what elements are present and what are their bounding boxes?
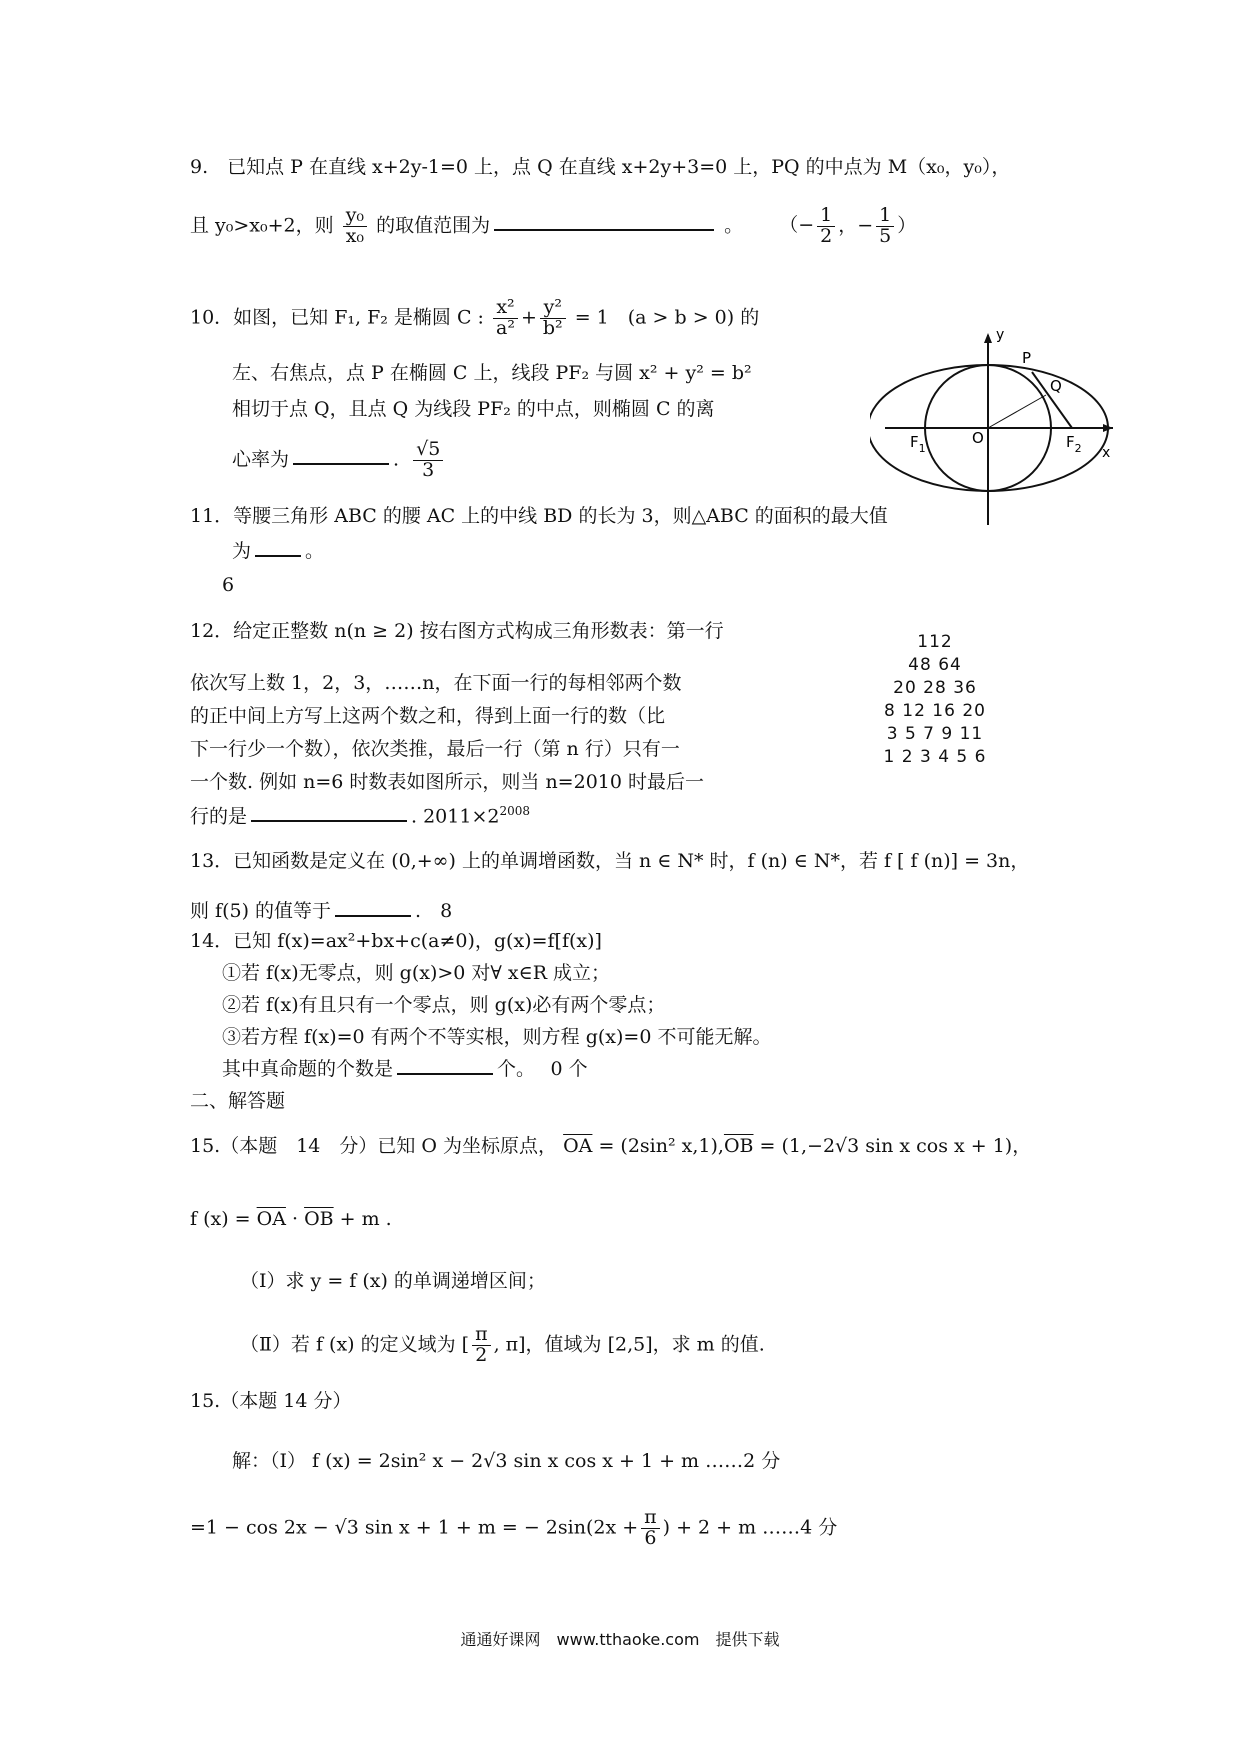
triangle-row-5: 3 5 7 9 11 xyxy=(886,724,984,744)
y-axis-arrow xyxy=(984,333,992,343)
segment-oq xyxy=(988,395,1046,428)
q13-line2-pre: 则 f(5) 的值等于 xyxy=(190,900,332,922)
q9-answer-mid: ，− xyxy=(838,214,874,237)
q12-line6 xyxy=(190,804,530,828)
q15-line2 xyxy=(190,1208,392,1231)
triangle-row-1: 112 xyxy=(917,632,953,652)
q15-part2-post: , π]，值域为 [2,5]，求 m 的值. xyxy=(493,1333,765,1356)
q10-plus: + xyxy=(520,306,537,329)
label-f2-letter: F xyxy=(1066,433,1075,451)
q15-part1: （Ⅰ）求 y = f (x) 的单调递增区间； xyxy=(240,1270,546,1292)
q9-frac-num: y₀ xyxy=(343,206,367,227)
q15-line2-pre: f (x) = xyxy=(190,1208,257,1230)
q12-line2: 依次写上数 1，2，3，……n，在下面一行的每相邻两个数 xyxy=(190,672,682,694)
q11-line2-post: 。 xyxy=(305,540,325,562)
q14-line5-pre: 其中真命题的个数是 xyxy=(222,1058,394,1080)
q15-line2-dot: · xyxy=(285,1208,305,1230)
sol15-line1: 解：（Ⅰ） f (x) = 2sin² x − 2√3 sin x cos x + 1 + m ……2 分 xyxy=(232,1450,781,1472)
sol15-frac-num: π xyxy=(641,1508,660,1529)
section-heading: 二、解答题 xyxy=(190,1090,286,1112)
q15-line1-text: 15.（本题 14 分）已知 O 为坐标原点， xyxy=(190,1135,558,1157)
q12-line6-post: . 2011×2 xyxy=(411,805,500,828)
q12-answer-blank xyxy=(251,819,407,822)
q11-line1: 11．等腰三角形 ABC 的腰 AC 上的中线 BD 的长为 3，则△ABC 的面积的最大值 xyxy=(190,505,888,527)
q15-oa-value: = (2sin² x,1), xyxy=(592,1135,724,1157)
q10-ans-num: √5 xyxy=(413,440,443,461)
sol15-line2-post: ) + 2 + m ……4 分 xyxy=(662,1516,838,1539)
q10-line3: 相切于点 Q，且点 Q 为线段 PF₂ 的中点，则椭圆 C 的离 xyxy=(232,398,715,420)
q10-f2-num: y² xyxy=(540,298,566,319)
q9-ans-den2: 5 xyxy=(879,224,892,247)
q9-fraction xyxy=(343,206,367,247)
q12-line6-sup: 2008 xyxy=(499,804,531,818)
ellipse-figure xyxy=(870,325,1120,535)
q9-end: 。 xyxy=(724,214,744,237)
q14-line5 xyxy=(222,1058,588,1081)
q14-line5-post: 个。 0 个 xyxy=(497,1058,588,1080)
label-f2-sub: 2 xyxy=(1074,442,1082,455)
q10-answer-blank xyxy=(293,462,389,465)
q10-line4-dot: . xyxy=(393,448,400,471)
q9-answer-frac2 xyxy=(876,206,894,247)
label-y: y xyxy=(996,327,1005,343)
q9-line1: 9. 已知点 P 在直线 x+2y-1=0 上，点 Q 在直线 x+2y+3=0 上，PQ 的中点为 M（x₀，y₀）， xyxy=(190,156,1011,178)
q11-line2-pre: 为 xyxy=(232,540,252,562)
q10-f1-den: a² xyxy=(496,316,515,339)
label-f1-sub: 1 xyxy=(918,442,926,455)
label-f1 xyxy=(910,433,926,455)
q9-post: 的取值范围为 xyxy=(376,214,491,237)
q13-line1: 13．已知函数是定义在 (0,+∞) 上的单调增函数，当 n ∈ N* 时，f (n) ∈ N*，若 f [ f (n)] = 3n， xyxy=(190,850,1030,872)
q15-line2-post: + m . xyxy=(333,1208,392,1230)
q10-ans-den: 3 xyxy=(422,458,435,481)
q14-item1: ①若 f(x)无零点，则 g(x)>0 对∀ x∈R 成立； xyxy=(222,962,611,984)
q10-line1 xyxy=(190,298,759,339)
q11-line2 xyxy=(232,540,324,563)
q10-line1-post: = 1 (a > b > 0) 的 xyxy=(574,306,760,329)
q12-line5: 一个数. 例如 n=6 时数表如图所示，则当 n=2010 时最后一 xyxy=(190,771,704,793)
q9-ans-num2: 1 xyxy=(876,206,894,227)
q15-line2-oa: $\overline{OA}$ xyxy=(256,1208,286,1230)
q12-line6-pre: 行的是 xyxy=(190,805,248,828)
q9-frac-den: x₀ xyxy=(345,224,365,247)
q15-pi-den: 2 xyxy=(475,1343,488,1366)
q11-answer: 6 xyxy=(222,574,235,596)
label-p: P xyxy=(1022,349,1032,367)
label-f1-letter: F xyxy=(910,433,919,451)
q15-pi-frac xyxy=(472,1325,491,1366)
label-f2 xyxy=(1066,433,1082,455)
q14-line1: 14．已知 f(x)=ax²+bx+c(a≠0)，g(x)=f[f(x)] xyxy=(190,930,602,952)
q13-line2 xyxy=(190,900,452,923)
q15-ob-value: = (1,−2√3 sin x cos x + 1)， xyxy=(753,1135,1032,1157)
footer: 通通好课网 www.tthaoke.com 提供下载 xyxy=(460,1630,780,1649)
q14-answer-blank xyxy=(397,1072,493,1075)
q10-f2-den: b² xyxy=(542,316,563,339)
q10-line4-pre: 心率为 xyxy=(232,448,290,471)
q10-line2: 左、右焦点，点 P 在椭圆 C 上，线段 PF₂ 与圆 x² + y² = b² xyxy=(232,362,752,384)
triangle-row-3: 20 28 36 xyxy=(893,678,977,698)
q15-vector-ob: $\overline{OB}$ xyxy=(723,1135,754,1157)
label-x: x xyxy=(1102,445,1111,461)
q12-line3: 的正中间上方写上这两个数之和，得到上面一行的数（比 xyxy=(190,705,666,727)
q14-item3: ③若方程 f(x)=0 有两个不等实根，则方程 g(x)=0 不可能无解。 xyxy=(222,1026,772,1048)
q9-answer-open: （− xyxy=(779,214,815,237)
q9-answer-close: ） xyxy=(897,214,917,237)
sol15-head: 15.（本题 14 分） xyxy=(190,1390,352,1412)
q15-pi-num: π xyxy=(472,1325,491,1346)
q12-line1: 12．给定正整数 n(n ≥ 2) 按右图方式构成三角形数表：第一行 xyxy=(190,620,724,642)
q10-frac-x xyxy=(493,298,518,339)
q9-line2 xyxy=(190,206,916,247)
q10-frac-y xyxy=(540,298,566,339)
q10-answer-frac xyxy=(413,440,443,481)
q9-answer-frac1 xyxy=(817,206,835,247)
sol15-line2 xyxy=(190,1508,837,1549)
sol15-frac-den: 6 xyxy=(644,1526,657,1549)
q9-ans-num1: 1 xyxy=(817,206,835,227)
q11-answer-blank xyxy=(255,554,301,557)
q10-line4 xyxy=(232,440,446,481)
label-o: O xyxy=(972,429,984,447)
sol15-pi-frac xyxy=(641,1508,660,1549)
q14-item2: ②若 f(x)有且只有一个零点，则 g(x)必有两个零点； xyxy=(222,994,666,1016)
q15-part2 xyxy=(240,1325,765,1366)
q10-line1-pre: 10．如图，已知 F₁, F₂ 是椭圆 C : xyxy=(190,306,484,329)
triangle-row-2: 48 64 xyxy=(908,655,962,675)
q13-answer-blank xyxy=(335,914,411,917)
label-q: Q xyxy=(1050,377,1062,395)
q13-line2-post: . 8 xyxy=(415,900,453,922)
q15-line1 xyxy=(190,1135,1031,1158)
q9-answer-blank xyxy=(494,228,714,231)
q15-vector-oa: $\overline{OA}$ xyxy=(563,1135,593,1157)
q15-part2-pre: （Ⅱ）若 f (x) 的定义域为 [ xyxy=(240,1333,470,1356)
q9-pre: 且 y₀>x₀+2，则 xyxy=(190,214,334,237)
triangle-row-6: 1 2 3 4 5 6 xyxy=(883,747,987,767)
q9-ans-den1: 2 xyxy=(820,224,833,247)
q12-line4: 下一行少一个数），依次类推，最后一行（第 n 行）只有一 xyxy=(190,738,680,760)
triangle-row-4: 8 12 16 20 xyxy=(884,701,986,721)
q10-f1-num: x² xyxy=(493,298,518,319)
q15-line2-ob: $\overline{OB}$ xyxy=(304,1208,334,1230)
sol15-line2-pre: =1 − cos 2x − √3 sin x + 1 + m = − 2sin(2x + xyxy=(190,1516,639,1539)
